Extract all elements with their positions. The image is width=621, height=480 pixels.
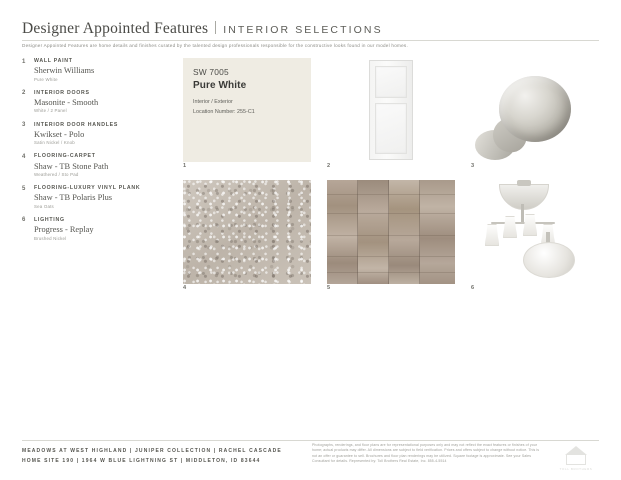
footer-disclaimer: Photographs, renderings, and floor plans are for representational purposes only and may not reflect the exact features or finishes of your home; actual products may differ. All dimensions are subject to field verification. Prices and offers subject to change without notice. This is not an offer or guarantee to sell. Brochures and floor plan renderings may be utilized. Square footage is approximate. See your Sales Consultant for details. Represented by: Toll Brothers Real Estate, Inc. 855-4-5514 xyxy=(312,443,540,464)
legend-product-desc: Weathered / Sto Pad xyxy=(34,171,79,177)
plank xyxy=(420,180,455,284)
logo-caption: TOLL BROTHERS xyxy=(559,467,593,471)
lvp-swatch xyxy=(327,180,455,284)
plank xyxy=(389,180,420,284)
sample-cell-lighting xyxy=(471,180,599,290)
lighting-swatch xyxy=(471,180,599,284)
sample-number: 4 xyxy=(183,285,187,291)
footer-community-info xyxy=(22,447,302,466)
door-panel-lower xyxy=(375,103,407,154)
legend-category: WALL PAINT xyxy=(34,58,73,64)
wood-grain-line xyxy=(327,235,455,236)
wood-grain-line xyxy=(327,213,455,214)
door-image xyxy=(327,58,455,162)
chandelier-shade xyxy=(485,224,499,246)
knob-ball-icon xyxy=(499,76,571,142)
chandelier-arm xyxy=(491,222,555,224)
selections-legend xyxy=(22,58,172,249)
door-panel-upper xyxy=(375,66,407,98)
paint-location-number: Location Number: 255-C1 xyxy=(193,108,255,115)
footer-divider xyxy=(22,440,599,441)
legend-number: 3 xyxy=(22,122,26,129)
paint-code: SW 7005 xyxy=(193,67,229,77)
legend-product-name: Progress - Replay xyxy=(34,225,94,235)
list-item xyxy=(22,185,172,209)
carpet-swatch xyxy=(183,180,311,284)
door-icon xyxy=(369,60,413,160)
logo-roof-shape xyxy=(565,446,587,455)
sample-number: 2 xyxy=(327,163,331,169)
handle-swatch xyxy=(471,58,599,162)
title-divider-icon xyxy=(215,21,216,34)
chandelier-stem xyxy=(521,204,524,222)
chandelier-shade xyxy=(503,216,517,238)
sample-cell-carpet xyxy=(183,180,311,290)
paint-name: Pure White xyxy=(193,80,247,91)
legend-product-desc: White / 2 Panel xyxy=(34,108,67,114)
legend-product-name: Shaw - TB Stone Path xyxy=(34,161,109,171)
footer-address-line: HOME SITE 190 | 1964 W BLUE LIGHTNING ST | MIDDLETON, ID 83644 xyxy=(22,457,261,464)
list-item xyxy=(22,90,172,114)
legend-number: 5 xyxy=(22,185,26,192)
wood-plank-texture xyxy=(327,180,455,284)
paint-swatch xyxy=(183,58,311,162)
legend-product-name: Kwikset - Polo xyxy=(34,129,85,139)
page-subtitle-label: INTERIOR SELECTIONS xyxy=(223,24,383,36)
door-knob-image xyxy=(471,58,599,162)
header-divider xyxy=(22,40,599,41)
title-row xyxy=(22,20,599,38)
sample-cell-interior-door xyxy=(327,58,455,168)
legend-category: LIGHTING xyxy=(34,216,65,223)
sample-cell-luxury-vinyl-plank xyxy=(327,180,455,290)
list-item xyxy=(22,58,172,82)
light-fixtures-image xyxy=(471,180,599,284)
legend-product-desc: Brushed Nickel xyxy=(34,235,67,241)
paint-use-type: Interior / Exterior xyxy=(193,99,233,105)
wood-grain-line xyxy=(327,194,455,195)
flush-mount-cap-icon xyxy=(517,180,531,186)
plank xyxy=(358,180,389,284)
sample-number: 1 xyxy=(183,163,187,169)
sample-number: 6 xyxy=(471,285,475,291)
builder-logo-icon xyxy=(553,446,599,472)
wood-grain-line xyxy=(327,256,455,257)
legend-product-desc: Pure White xyxy=(34,76,58,82)
wood-grain-line xyxy=(327,272,455,273)
legend-category: FLOORING-LUXURY VINYL PLANK xyxy=(34,185,141,192)
chandelier-shade xyxy=(523,214,537,236)
page-title: Designer Appointed Features xyxy=(22,20,209,37)
legend-product-desc: Satin Nickel / Knob xyxy=(34,140,75,146)
door-swatch xyxy=(327,58,455,162)
paint-meta xyxy=(193,98,301,117)
paint-chip xyxy=(183,58,311,162)
carpet-texture xyxy=(183,180,311,284)
header-description: Designer Appointed Features are home details and finishes curated by the talented design professionals responsible for the constructive looks found in our model homes. xyxy=(22,43,408,48)
logo-body-shape xyxy=(566,455,586,465)
plank xyxy=(327,180,358,284)
document-header xyxy=(22,20,599,38)
sample-number: 3 xyxy=(471,163,475,169)
sample-number: 5 xyxy=(327,285,331,291)
legend-number: 1 xyxy=(22,58,26,65)
legend-number: 2 xyxy=(22,90,26,97)
list-item xyxy=(22,217,172,241)
list-item xyxy=(22,153,172,177)
legend-category: FLOORING-CARPET xyxy=(34,153,96,160)
sample-cell-wall-paint xyxy=(183,58,311,168)
sample-cell-door-handle xyxy=(471,58,599,168)
footer-community-line: MEADOWS AT WEST HIGHLAND | JUNIPER COLLECTION | RACHEL CASCADE xyxy=(22,448,282,454)
legend-number: 4 xyxy=(22,153,26,160)
list-item xyxy=(22,122,172,146)
legend-category: INTERIOR DOORS xyxy=(34,89,90,96)
semi-flush-light-icon xyxy=(523,242,575,278)
legend-product-desc: Sea Oats xyxy=(34,203,54,209)
legend-category: INTERIOR DOOR HANDLES xyxy=(34,121,119,128)
legend-number: 6 xyxy=(22,217,26,224)
legend-product-name: Masonite - Smooth xyxy=(34,98,99,108)
legend-product-name: Shaw - TB Polaris Plus xyxy=(34,193,113,203)
legend-product-name: Sherwin Williams xyxy=(34,66,95,76)
